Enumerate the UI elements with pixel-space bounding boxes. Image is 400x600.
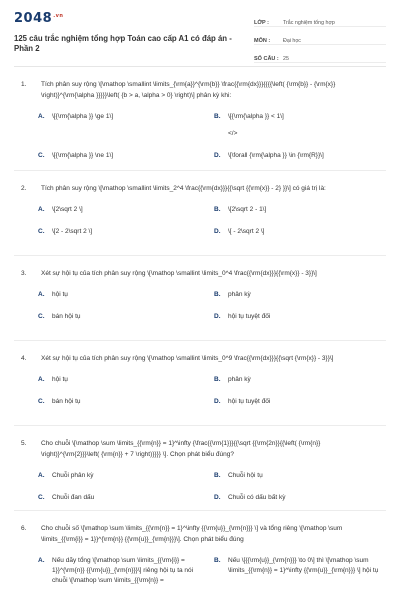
options	[38, 375, 386, 407]
question-number: 6.	[21, 525, 27, 532]
option-a[interactable]	[38, 290, 214, 300]
option-text: bán hội tụ	[52, 313, 81, 320]
option-letter: D.	[214, 228, 221, 235]
option-letter: C.	[38, 398, 45, 405]
option-text: hội tụ tuyệt đối	[228, 398, 271, 405]
meta-row-subject	[254, 30, 386, 45]
option-letter: A.	[38, 113, 45, 120]
question-text: Xét sự hội tụ của tích phân suy rộng \[\mathop \smallint \limits_0^9 \frac{{\rm{dx}}}{{\sqrt {\rm{x}} - 3}}\]	[41, 355, 334, 362]
option-text: phân kỳ	[228, 291, 251, 298]
question-4	[14, 341, 386, 426]
options	[38, 112, 386, 161]
option-text: \[{\rm{\alpha }} < 1\]	[228, 113, 284, 120]
question-5	[14, 426, 386, 511]
option-letter: B.	[214, 376, 221, 383]
option-letter: C.	[38, 228, 45, 235]
question-number: 4.	[21, 355, 27, 362]
meta-row-class	[254, 12, 386, 27]
option-letter: C.	[38, 152, 45, 159]
option-text: hội tụ	[52, 376, 68, 383]
question-text: Cho chuỗi \[\mathop \sum \limits_{{\rm{n}} = 1}^\infty {\frac{{\rm{1}}}{{\sqrt {{\rm{2n}}{{\left( {\rm{n}} \right)}^{\rm{2}}}\left( {\rm{n}} + 7 \right)}}}} \]. Chọn phát biểu đúng?	[41, 440, 321, 458]
option-letter: B.	[214, 472, 221, 479]
meta-value: Đại học	[283, 38, 301, 44]
option-text: \[2\sqrt 2 - 1\]	[228, 206, 267, 213]
options	[38, 290, 386, 322]
option-a[interactable]	[38, 471, 214, 481]
option-c[interactable]	[38, 493, 214, 503]
option-text: hội tụ	[52, 291, 68, 298]
option-text: Nếu dãy tổng \[\mathop \sum \limits_{{\rm{i}} = 1}}^{\rm{n}} {{\rm{u}}_{\rm{n}}}\] riêng hội tụ ta nói chuỗi \[\mathop \sum \limits_{{\rm{n}} =	[52, 557, 194, 584]
option-text: \[{\rm{\alpha }} \ge 1\]	[52, 113, 114, 120]
option-c[interactable]	[38, 227, 214, 237]
option-letter: B.	[214, 206, 221, 213]
question-text: Tích phân suy rộng \[\mathop \smallint \limits_{\rm{a}}^{\rm{b}} \frac{{\rm{dx}}}{{{{\left( {\rm{b}} - {\rm{x}} \right)}^{\rm{\alpha }}}}}\left( {b > a, \alpha > 0} \right)\] phân kỳ khi:	[41, 81, 336, 99]
option-b[interactable]	[214, 556, 386, 586]
option-letter: A.	[38, 206, 45, 213]
option-letter: A.	[38, 376, 45, 383]
option-b[interactable]	[214, 375, 386, 385]
meta-value: Trắc nghiệm tổng hợp	[283, 20, 335, 26]
option-c[interactable]	[38, 151, 214, 161]
option-letter: B.	[214, 113, 221, 120]
header	[14, 0, 386, 67]
question-6	[14, 511, 386, 586]
document-title: 125 câu trắc nghiệm tổng hợp Toán cao cấp A1 có đáp án - Phần 2	[14, 34, 232, 53]
option-letter: D.	[214, 398, 221, 405]
option-text: \[2 - 2\sqrt 2 \]	[52, 228, 93, 235]
option-b[interactable]	[214, 471, 386, 481]
option-text: \[{\rm{\alpha }} \ne 1\]	[52, 152, 114, 159]
option-c[interactable]	[38, 312, 214, 322]
question-2	[14, 171, 386, 256]
option-a[interactable]	[38, 375, 214, 385]
meta-value: 25	[283, 56, 289, 62]
option-text: \[\forall {\rm{\alpha }} \in {\rm{R}}\]	[228, 152, 324, 159]
option-text: bán hội tụ	[52, 398, 81, 405]
option-d[interactable]	[214, 227, 386, 237]
question-number: 1.	[21, 81, 27, 88]
meta-info	[254, 0, 386, 66]
option-d[interactable]	[214, 151, 386, 161]
option-letter: A.	[38, 557, 45, 564]
option-a[interactable]	[38, 556, 214, 586]
question-text: Xét sự hội tụ của tích phân suy rộng \[\mathop \smallint \limits_0^4 \frac{{\rm{dx}}}{{\rm{x}} - 3}}\]	[41, 270, 317, 277]
option-text: Chuỗi hội tụ	[228, 472, 263, 479]
option-d[interactable]	[214, 493, 386, 503]
question-3	[14, 256, 386, 341]
options	[38, 556, 386, 586]
question-number: 3.	[21, 270, 27, 277]
option-c[interactable]	[38, 397, 214, 407]
option-a[interactable]	[38, 112, 214, 139]
option-letter: C.	[38, 313, 45, 320]
option-letter: D.	[214, 313, 221, 320]
option-text: phân kỳ	[228, 376, 251, 383]
option-letter: A.	[38, 291, 45, 298]
option-text: \[2\sqrt 2 \]	[52, 206, 83, 213]
question-text: Tích phân suy rộng \[\mathop \smallint \limits_2^4 \frac{{\rm{dx}}}{{\sqrt {{\rm{x}} - 2} }}\] có giá trị là:	[41, 185, 326, 192]
logo-text: 2048	[14, 11, 53, 26]
option-b[interactable]	[214, 290, 386, 300]
option-text: Nếu \[{{\rm{u}}_{\rm{n}}} \to 0\] thì \[\mathop \sum \limits_{{\rm{n}} = 1}^\infty {{\rm{u}}_{\rm{n}}} \] hội tụ	[228, 557, 379, 574]
option-a[interactable]	[38, 205, 214, 215]
question-number: 2.	[21, 185, 27, 192]
meta-row-count	[254, 48, 386, 63]
question-1	[14, 67, 386, 171]
option-letter: B.	[214, 557, 221, 564]
option-text: Chuỗi có dấu bất kỳ	[228, 494, 286, 501]
option-text: Chuỗi phân kỳ	[52, 472, 94, 479]
option-text: hội tụ tuyệt đối	[228, 313, 271, 320]
meta-key: SỐ CÂU :	[254, 56, 279, 62]
options	[38, 205, 386, 237]
option-d[interactable]	[214, 312, 386, 322]
option-d[interactable]	[214, 397, 386, 407]
option-letter: B.	[214, 291, 221, 298]
header-left	[14, 0, 254, 66]
option-letter: A.	[38, 472, 45, 479]
option-letter: C.	[38, 494, 45, 501]
meta-key: MÔN :	[254, 38, 271, 44]
logo-suffix: .vn	[53, 12, 64, 19]
option-text: Chuỗi đan dấu	[52, 494, 95, 501]
options	[38, 471, 386, 503]
option-extra: </>	[228, 130, 238, 137]
question-number: 5.	[21, 440, 27, 447]
site-logo[interactable]	[14, 11, 254, 26]
option-text: \[ - 2\sqrt 2 \]	[228, 228, 265, 235]
option-b[interactable]	[214, 112, 386, 139]
option-b[interactable]	[214, 205, 386, 215]
option-letter: D.	[214, 494, 221, 501]
question-text: Cho chuỗi số \[\mathop \sum \limits_{{\rm{n}} = 1}^\infty {{\rm{u}}_{\rm{n}}} \] và tổng riêng \[\mathop \sum \limits_{{\rm{i}} = 1}}^{\rm{n}} {{\rm{u}}_{\rm{n}}}\]. Chọn phát biểu đúng	[41, 525, 343, 543]
option-letter: D.	[214, 152, 221, 159]
meta-key: LỚP :	[254, 20, 269, 26]
